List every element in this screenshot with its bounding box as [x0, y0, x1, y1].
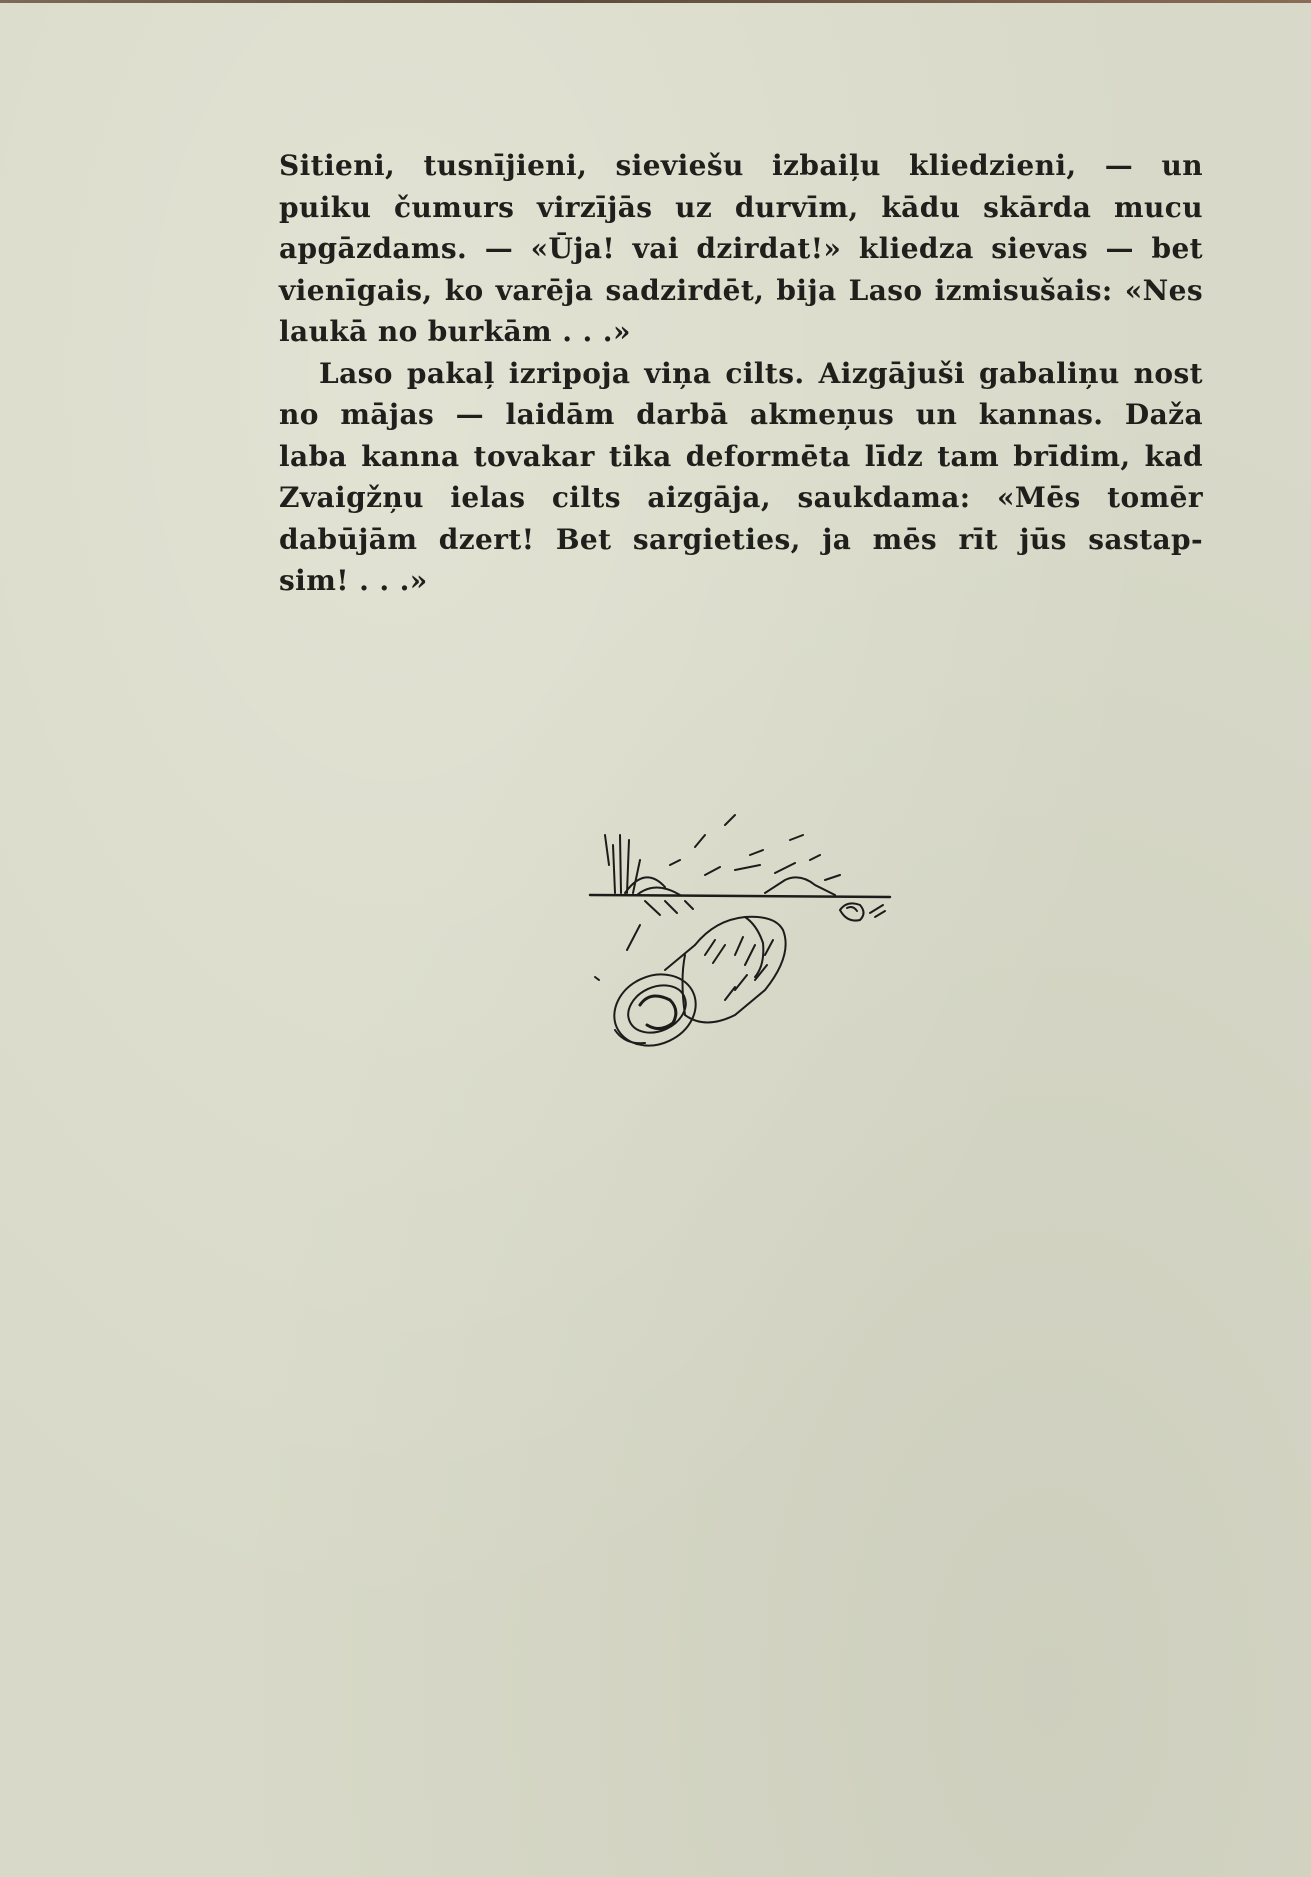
text-line: Sitieni, tusnījieni, sieviešu izbaiļu kliedzieni, — un	[279, 149, 1203, 182]
text-line: vienīgais, ko varēja sadzirdēt, bija Laso izmisušais: «Nes	[279, 273, 1203, 307]
text-line: Laso pakaļ izripoja viņa cilts. Aizgājuši gabaliņu nost	[319, 356, 1203, 390]
text-line: sim! . . .»	[279, 564, 428, 597]
text-line: laba kanna tovakar tika deformēta līdz tam brīdim, kad	[279, 439, 1203, 473]
text-line: laukā no burkām . . .»	[279, 315, 631, 348]
illustration-spilled-can	[585, 805, 915, 1105]
spilled-can-drawing	[585, 805, 915, 1105]
text-line: Zvaigžņu ielas cilts aizgāja, saukdama: «Mēs tomēr	[279, 481, 1203, 514]
page-top-edge	[0, 0, 1311, 3]
body-text	[279, 145, 1203, 602]
text-line: dabūjām dzert! Bet sargieties, ja mēs rīt jūs sastap-	[279, 522, 1203, 556]
text-line: no mājas — laidām darbā akmeņus un kannas. Daža	[279, 398, 1203, 431]
paragraph-1	[279, 145, 1203, 353]
text-line: puiku čumurs virzījās uz durvīm, kādu skārda mucu	[279, 190, 1203, 224]
text-line: apgāzdams. — «Ūja! vai dzirdat!» kliedza sievas — bet	[279, 232, 1203, 265]
paragraph-2	[279, 353, 1203, 602]
